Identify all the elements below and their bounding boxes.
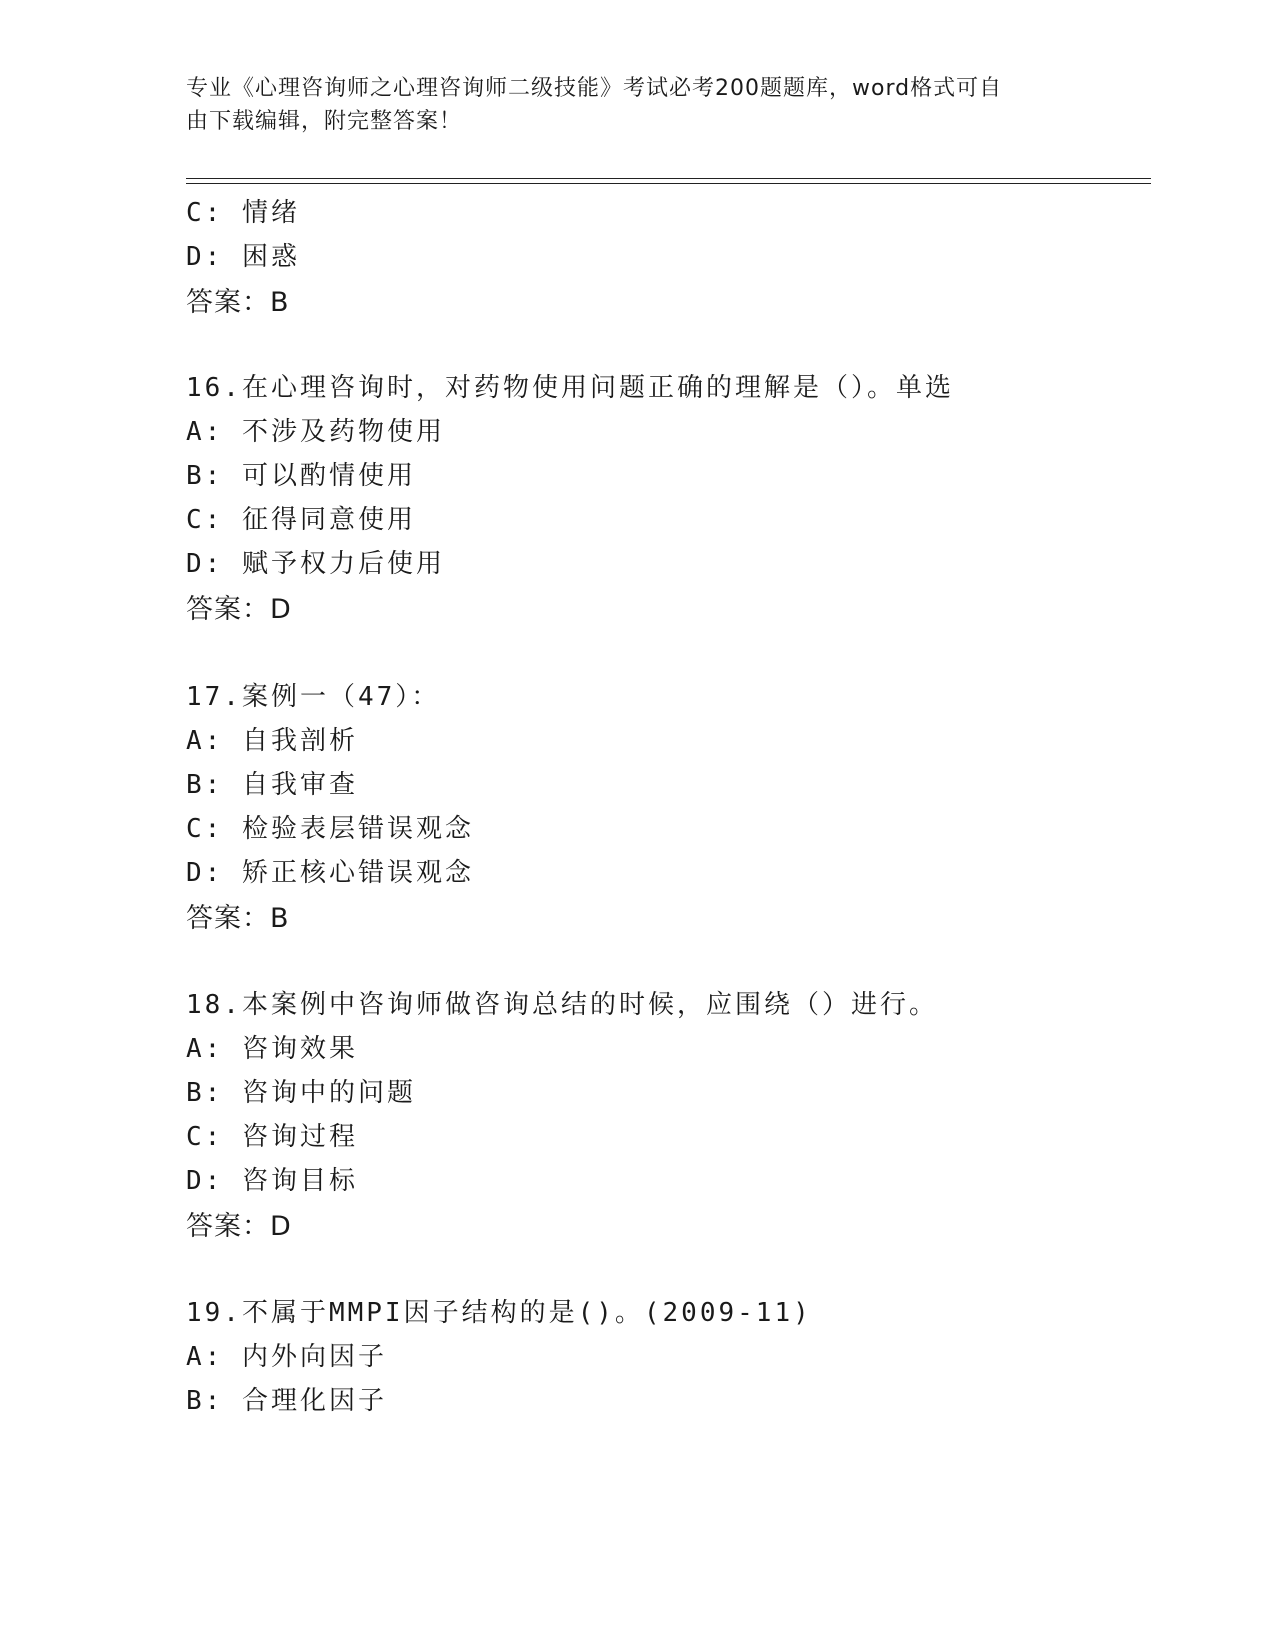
option-d: D: 咨询目标 — [186, 1166, 358, 1196]
header-line-2: 由下载编辑，附完整答案！ — [186, 109, 463, 134]
question-stem: 18.本案例中咨询师做咨询总结的时候，应围绕（）进行。 — [186, 990, 938, 1020]
option-a: A: 自我剖析 — [186, 726, 358, 756]
option-c: C: 检验表层错误观念 — [186, 814, 474, 844]
option-c: C: 征得同意使用 — [186, 505, 416, 535]
header-line-1: 专业《心理咨询师之心理咨询师二级技能》考试必考200题题库，word格式可自 — [186, 76, 1003, 101]
option-a: A: 咨询效果 — [186, 1034, 358, 1064]
answer-label: 答案：D — [186, 1211, 292, 1242]
option-a: A: 不涉及药物使用 — [186, 417, 445, 447]
header-divider-top — [186, 178, 1151, 179]
option-c: C: 情绪 — [186, 198, 300, 228]
option-b: B: 咨询中的问题 — [186, 1078, 416, 1108]
option-a: A: 内外向因子 — [186, 1342, 387, 1372]
question-stem: 16.在心理咨询时，对药物使用问题正确的理解是（）。单选 — [186, 373, 954, 403]
option-d: D: 矫正核心错误观念 — [186, 858, 474, 888]
option-b: B: 合理化因子 — [186, 1386, 387, 1416]
answer-label: 答案：B — [186, 287, 290, 318]
question-stem: 17.案例一（47）： — [186, 682, 441, 712]
option-b: B: 自我审查 — [186, 770, 358, 800]
option-d: D: 困惑 — [186, 242, 300, 272]
option-b: B: 可以酌情使用 — [186, 461, 416, 491]
answer-label: 答案：D — [186, 594, 292, 625]
answer-label: 答案：B — [186, 903, 290, 934]
document-header — [186, 72, 1066, 138]
header-divider-bottom — [186, 183, 1151, 184]
option-c: C: 咨询过程 — [186, 1122, 358, 1152]
option-d: D: 赋予权力后使用 — [186, 549, 445, 579]
question-stem: 19.不属于MMPI因子结构的是()。(2009-11) — [186, 1298, 812, 1328]
